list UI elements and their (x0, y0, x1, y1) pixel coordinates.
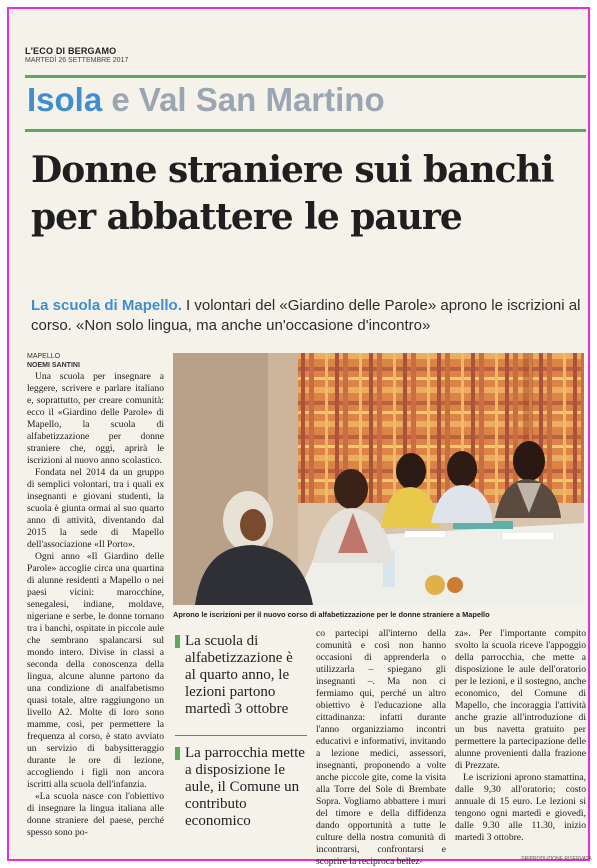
paragraph: Fondata nel 2014 da un gruppo di semplici volontari, tra i quali ex insegnanti e giovani studenti, la scuola è giunta ormai al suo quarto anno di attività, diventando dal 2015 la sede di Mapello dell'associazione «Il Porto». (27, 467, 164, 550)
paragraph: «La scuola nasce con l'obiettivo di insegnare la lingua italiana alle donne straniere del paese, perché spesso sono po- (27, 791, 164, 838)
article-column-3 (316, 628, 446, 867)
byline (27, 352, 80, 370)
section-title-part2: e Val San Martino (102, 81, 385, 118)
pull-quote-text: La parrocchia mette a disposizione le aule, il Comune un contributo economico (185, 745, 305, 829)
pull-quote-marker (175, 635, 180, 648)
pull-quote-divider (175, 735, 307, 736)
pull-quote-text: La scuola di alfabetizzazione è al quarto anno, le lezioni partono martedì 3 ottobre (185, 633, 293, 717)
publication-date: MARTEDÌ 26 SETTEMBRE 2017 (25, 57, 129, 64)
pull-quote (175, 745, 307, 830)
copyright-notice: ©RIPRODUZIONE RISERVATA (521, 856, 592, 862)
masthead (25, 46, 128, 66)
newspaper-name: L'ECO DI BERGAMO (25, 46, 117, 56)
subheadline-text: I volontari del «Giardino delle Parole» aprono le iscrizioni al corso. «Non solo lingua, ma anche un'occasione d'incontro» (31, 297, 581, 334)
top-rule (25, 75, 586, 78)
section-title-part1: Isola (27, 81, 103, 118)
section-title (27, 81, 385, 119)
paragraph: za». Per l'importante compito svolto la scuola riceve l'appoggio della parrocchia, che mette a disposizione le aule dell'oratorio per le lezioni, e il sostegno, anche economico, del Comune di Mapello, che incoraggia l'attività anche grazie all'introduzione di un bus navetta gratuito per permettere la partecipazione delle alunne provenienti dalla frazione di Prezzate. (455, 628, 586, 771)
newspaper-page (7, 7, 592, 867)
section-rule (25, 129, 586, 132)
headline-line1: Donne straniere sui banchi (31, 149, 554, 191)
pull-quote (175, 633, 307, 718)
pull-quote-marker (175, 747, 180, 760)
paragraph: co partecipi all'interno della comunità e così non hanno occasioni di apprenderla o utilizzarla – spiegano gli insegnanti –. Ma non ci fermiamo qui, perché un altro obiettivo è l'educazione alla cittadinanza: infatti durante l'anno organizziamo incontri educativi e informativi, invitando a lezione medici, assessori, insegnanti, proponendo a volte anche piccole gite, come la visita alla Torre del Sole di Brembate Sopra. Vogliamo abbattere i muri del timore e della diffidenza dando opportunità a tutte le culture della nostra comunità di incontrarsi, confrontarsi e scoprire la reciproca bellez- (316, 628, 446, 867)
paragraph: Le iscrizioni aprono stamattina, dalle 9,30 all'oratorio; costo annuale di 15 euro. Le lezioni si tengono ogni martedì e giovedì, dalle 9.30 alle 11.30, inizio martedì 3 ottobre. (455, 772, 586, 843)
article-column-4 (455, 628, 586, 843)
subheadline (31, 296, 591, 336)
subheadline-lead: La scuola di Mapello. (31, 297, 182, 314)
paragraph: Ogni anno «Il Giardino delle Parole» accoglie circa una quartina di alunne residenti a Mapello o nei paesi vicini: marocchine, senegalesi, indiane, moldave, nigeriane e serbe, le donne tornano tra i banchi, ospitate in piccole aule che sembrano spalancarsi sul mondo intero. Divise in classi a seconda della conoscenza della lingua, alcune alunne partono da una condizione di analfabetismo quasi totale, altre raggiungono un livello A2. Molte di loro sono mamme, così, per permettere la frequenza al corso, è stato avviato un servizio di babysitteraggio durante le ore di lezione, accogliendo i figli non ancora iscritti alla scuola dell'infanzia. (27, 551, 164, 790)
classroom-photo-illustration (173, 353, 584, 605)
paragraph: Una scuola per insegnare a leggere, scrivere e parlare italiano e, soprattutto, per creare comunità: ecco il «Giardino delle Parole» di Mapello, la scuola di alfabetizzazione per donne straniere che, oggi, aprirà le iscrizioni al nuovo anno scolastico. (27, 371, 164, 466)
article-photo (173, 353, 584, 605)
photo-caption: Aprono le iscrizioni per il nuovo corso di alfabetizzazione per le donne straniere a Mapello (173, 610, 490, 619)
author-name: NOEMI SANTINI (27, 362, 80, 369)
headline (31, 147, 591, 241)
article-column-1 (27, 371, 164, 861)
headline-line2: per abbattere le paure (31, 196, 462, 238)
dateline-place: MAPELLO (27, 353, 61, 360)
